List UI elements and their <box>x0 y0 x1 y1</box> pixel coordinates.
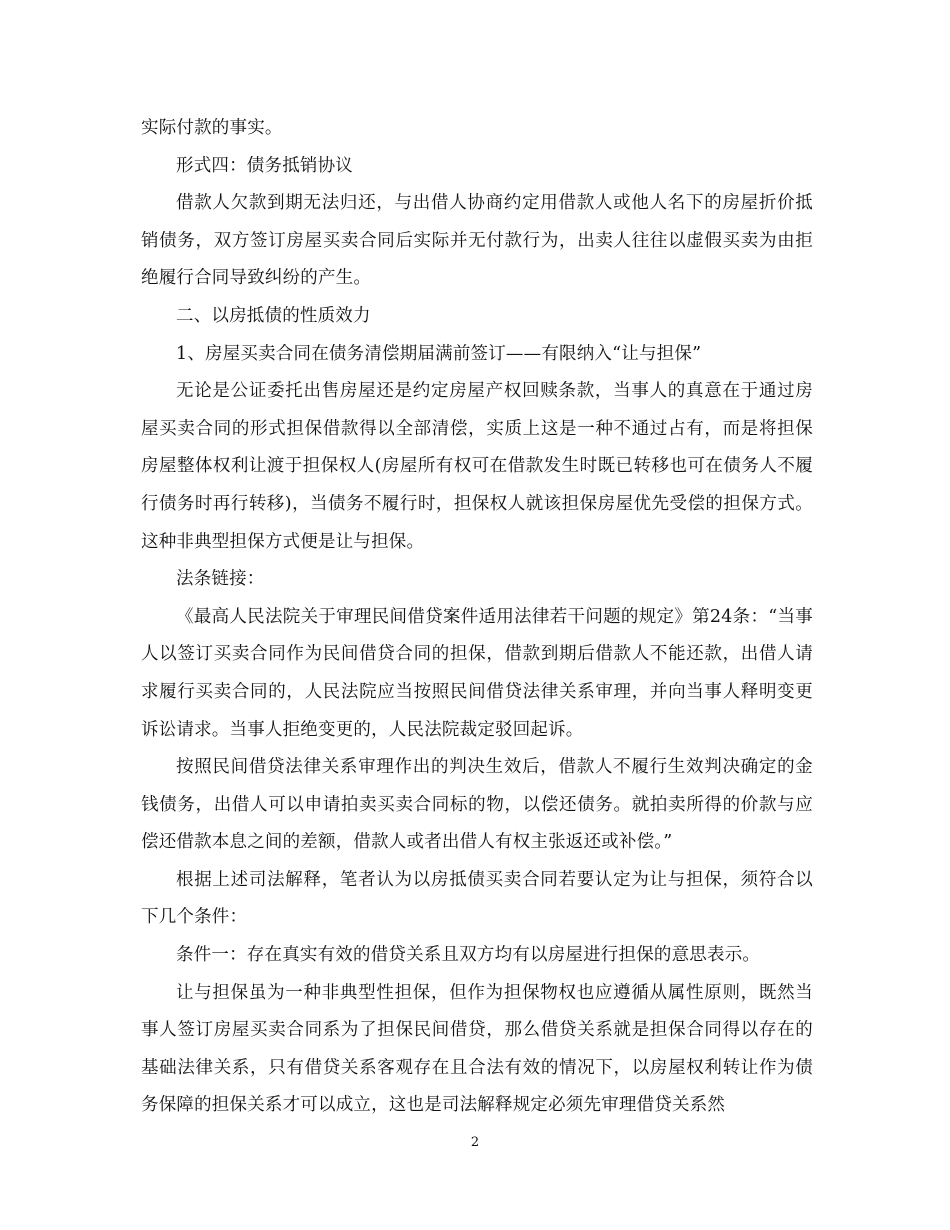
page-number: 2 <box>470 1135 480 1150</box>
paragraph: 条件一：存在真实有效的借贷关系且双方均有以房屋进行担保的意思表示。 <box>176 945 761 966</box>
paragraph: 根据上述司法解释，笔者认为以房抵债买卖合同若要认定为让与担保，须符合以下几个条件： <box>141 869 813 928</box>
paragraph: 按照民间借贷法律关系审理作出的判决生效后，借款人不履行生效判决确定的金钱债务，出借人可以申请拍卖买卖合同标的物，以偿还债务。就拍卖所得的价款与应偿还借款本息之间的差额，借款人或者出借人有权主张返还或补偿。” <box>141 757 813 853</box>
paragraph: 法条链接： <box>176 569 265 590</box>
paragraph: 无论是公证委托出售房屋还是约定房屋产权回赎条款，当事人的真意在于通过房屋买卖合同的形式担保借款得以全部清偿，实质上这是一种不通过占有，而是将担保房屋整体权利让渡于担保权人(房屋所有权可在借款发生时既已转移也可在债务人不履行债务时再行转移)，当债务不履行时，担保权人就该担保房屋优先受偿的担保方式。这种非典型担保方式便是让与担保。 <box>141 381 813 552</box>
paragraph: 形式四：债务抵销协议 <box>176 155 353 176</box>
document-body <box>141 110 813 1125</box>
paragraph: 二、以房抵债的性质效力 <box>176 305 371 326</box>
paragraph: 实际付款的事实。 <box>141 118 283 138</box>
paragraph: 借款人欠款到期无法归还，与出借人协商约定用借款人或他人名下的房屋折价抵销债务，双方签订房屋买卖合同后实际并无付款行为，出卖人往往以虚假买卖为由拒绝履行合同导致纠纷的产生。 <box>141 193 813 289</box>
paragraph: 《最高人民法院关于审理民间借贷案件适用法律若干问题的规定》第24条：“当事人以签订买卖合同作为民间借贷合同的担保，借款到期后借款人不能还款，出借人请求履行买卖合同的，人民法院应当按照民间借贷法律关系审理，并向当事人释明变更诉讼请求。当事人拒绝变更的，人民法院裁定驳回起诉。 <box>141 606 813 740</box>
paragraph: 1、房屋买卖合同在债务清偿期届满前签订——有限纳入“让与担保” <box>176 343 702 364</box>
paragraph: 让与担保虽为一种非典型性担保，但作为担保物权也应遵循从属性原则，既然当事人签订房屋买卖合同系为了担保民间借贷，那么借贷关系就是担保合同得以存在的基础法律关系，只有借贷关系客观存在且合法有效的情况下，以房屋权利转让作为债务保障的担保关系才可以成立，这也是司法解释规定必须先审理借贷关系然 <box>141 982 813 1116</box>
